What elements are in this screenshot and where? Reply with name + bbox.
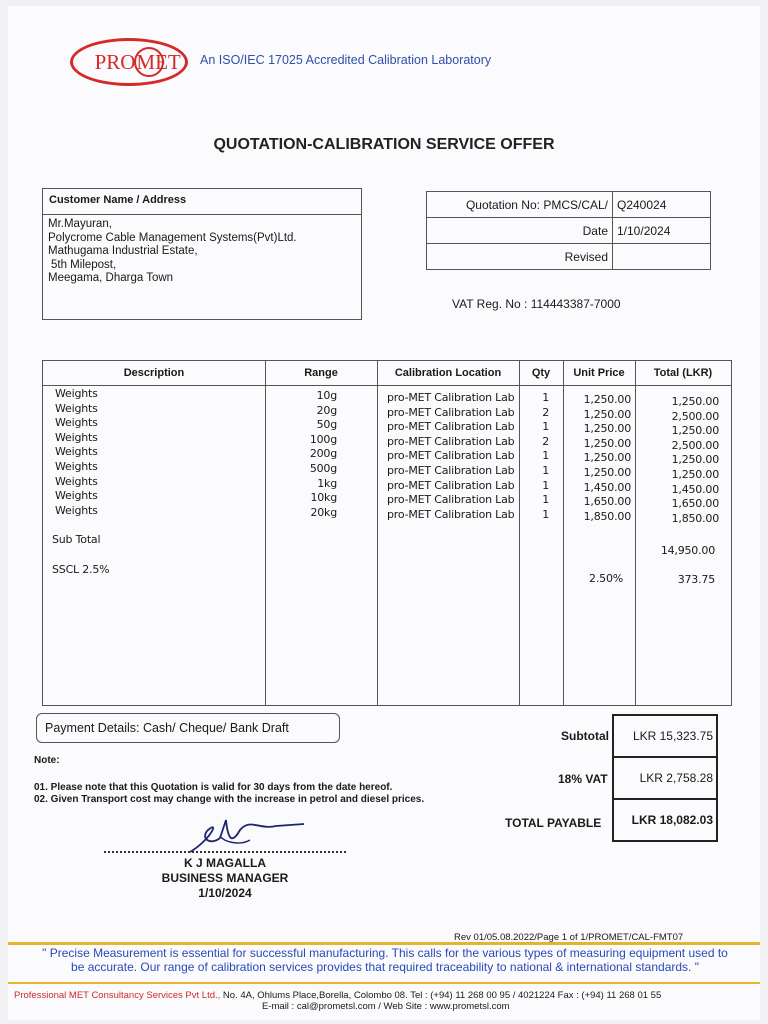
page-title: QUOTATION-CALIBRATION SERVICE OFFER [213,136,555,153]
header-total: Total (LKR) [653,367,713,379]
row-qty: 1 [542,449,549,463]
company-address [14,990,758,1001]
row-range: 10g [316,389,337,402]
row-unit-price: 1,250.00 [583,466,631,479]
header-range: Range [304,367,338,379]
row-description: Weights [55,489,98,503]
row-range: 100g [309,432,337,446]
signature-date: 1/10/2024 [198,886,252,900]
subtotal-total-value: LKR 15,323.75 [613,715,717,757]
company-contact: No. 4A, Ohlums Place,Borella, Colombo 08. Tel : (+94) 11 268 00 95 / 4021224 Fax : (+94) 11 268 01 55 [220,990,662,1001]
row-total: 1,250.00 [671,453,719,467]
header-unit-price: Unit Price [573,367,625,379]
date-row [427,218,711,244]
date-label: Date [427,218,613,244]
row-description: Weights [55,387,98,400]
tagline: An ISO/IEC 17025 Accredited Calibration Laboratory [200,53,492,67]
footer-divider [8,982,760,984]
signature-line [104,851,346,853]
customer-address [43,215,361,289]
subtotal-total-label: Subtotal [561,729,609,743]
quotation-info [426,191,711,270]
row-unit-price: 1,250.00 [583,407,631,421]
note-item: 02. Given Transport cost may change with the increase in petrol and diesel prices. [34,794,425,805]
row-total: 2,500.00 [671,438,719,452]
row-location: pro-MET Calibration Lab [387,434,515,448]
row-qty: 1 [542,478,549,492]
company-email-web: E-mail : cal@prometsl.com / Web Site : www.prometsl.com [262,1001,510,1012]
footer-quote-line: be accurate. Our range of calibration services provides that required traceability to national & international standards. " [71,960,699,974]
date-value: 1/10/2024 [613,218,711,244]
total-payable-value: LKR 18,082.03 [613,799,717,841]
row-total: 1,250.00 [671,395,719,408]
row-total: 1,250.00 [671,468,719,481]
row-description: Weights [55,445,98,459]
quotation-no-label: Quotation No: PMCS/CAL/ [427,192,613,218]
subtotal-label: Sub Total [52,533,101,546]
column-divider [377,361,378,705]
items-table [42,360,732,706]
row-qty: 1 [542,391,549,404]
row-location: pro-MET Calibration Lab [387,405,515,419]
total-payable-label: TOTAL PAYABLE [505,816,602,830]
header-qty: Qty [531,367,551,379]
logo-text: PROMET [95,47,164,77]
customer-line: Meegama, Dharga Town [48,272,174,284]
row-qty: 1 [542,464,549,477]
row-qty: 1 [542,420,549,434]
row-description: Weights [55,401,98,415]
revised-value [613,244,711,270]
row-location: pro-MET Calibration Lab [387,449,515,463]
quotation-no-row [427,192,711,218]
company-name: Professional MET Consultancy Services Pvt Ltd., [14,990,221,1001]
promet-logo [70,38,188,86]
customer-line: Polycrome Cable Management Systems(Pvt)Ltd. [48,231,297,244]
row-location: pro-MET Calibration Lab [387,478,515,492]
signer-name: K J MAGALLA [184,856,266,870]
footer-quote [20,946,750,974]
row-description: Weights [55,430,98,444]
row-qty: 2 [542,434,549,448]
row-range: 200g [309,447,337,461]
vat-reg-no: VAT Reg. No : 114443387-7000 [452,297,621,311]
header-location: Calibration Location [394,367,502,379]
row-unit-price: 1,250.00 [583,436,631,450]
row-range: 20kg [310,505,337,519]
row-qty: 1 [542,493,549,507]
customer-line: 5th Milepost, [51,258,117,271]
footer-divider [8,942,760,945]
row-unit-price: 1,450.00 [583,480,631,494]
sscl-rate: 2.50% [589,572,623,585]
revised-label: Revised [427,244,613,270]
customer-line: Mathugama Industrial Estate, [48,245,198,257]
note-item: 01. Please note that this Quotation is valid for 30 days from the date hereof. [34,782,393,793]
payment-details: Payment Details: Cash/ Cheque/ Bank Draft [36,713,340,743]
row-unit-price: 1,250.00 [583,451,631,465]
row-total: 1,850.00 [671,511,719,525]
row-total: 1,450.00 [671,482,719,496]
row-unit-price: 1,650.00 [583,495,631,509]
sscl-value: 373.75 [677,573,715,586]
customer-heading: Customer Name / Address [43,189,361,215]
row-unit-price: 1,250.00 [583,422,631,436]
row-total: 2,500.00 [671,409,719,423]
revision-code: Rev 01/05.08.2022/Page 1 of 1/PROMET/CAL-FMT07 [454,932,684,943]
row-range: 500g [309,462,337,475]
header-description: Description [123,367,185,379]
row-location: pro-MET Calibration Lab [387,464,515,477]
row-location: pro-MET Calibration Lab [387,493,515,507]
customer-box [42,188,362,320]
row-description: Weights [55,474,98,488]
subtotal-value: 14,950.00 [660,544,715,557]
row-description: Weights [55,460,98,473]
sscl-label: SSCL 2.5% [52,563,110,576]
row-description: Weights [55,503,98,517]
note-heading: Note: [34,755,60,766]
row-location: pro-MET Calibration Lab [387,420,515,434]
row-total: 1,650.00 [671,497,719,511]
vat-value: LKR 2,758.28 [613,757,717,799]
row-range: 20g [316,403,337,417]
row-qty: 2 [542,405,549,419]
row-unit-price: 1,850.00 [583,509,631,523]
row-range: 1kg [317,476,337,490]
row-total: 1,250.00 [671,424,719,438]
row-description: Weights [55,416,98,430]
customer-line: Mr.Mayuran, [48,218,112,230]
revised-row [427,244,711,270]
row-qty: 1 [542,507,549,521]
quotation-no-value: Q240024 [613,192,711,218]
signer-title: BUSINESS MANAGER [161,871,289,885]
row-location: pro-MET Calibration Lab [387,391,515,404]
row-unit-price: 1,250.00 [583,393,631,406]
vat-label: 18% VAT [558,772,608,786]
row-range: 10kg [310,491,337,505]
totals-box [612,714,718,842]
row-location: pro-MET Calibration Lab [387,507,515,521]
footer-quote-line: " Precise Measurement is essential for successful manufacturing. This calls for the various types of measuring equipment used to [42,946,728,960]
row-range: 50g [316,418,337,432]
